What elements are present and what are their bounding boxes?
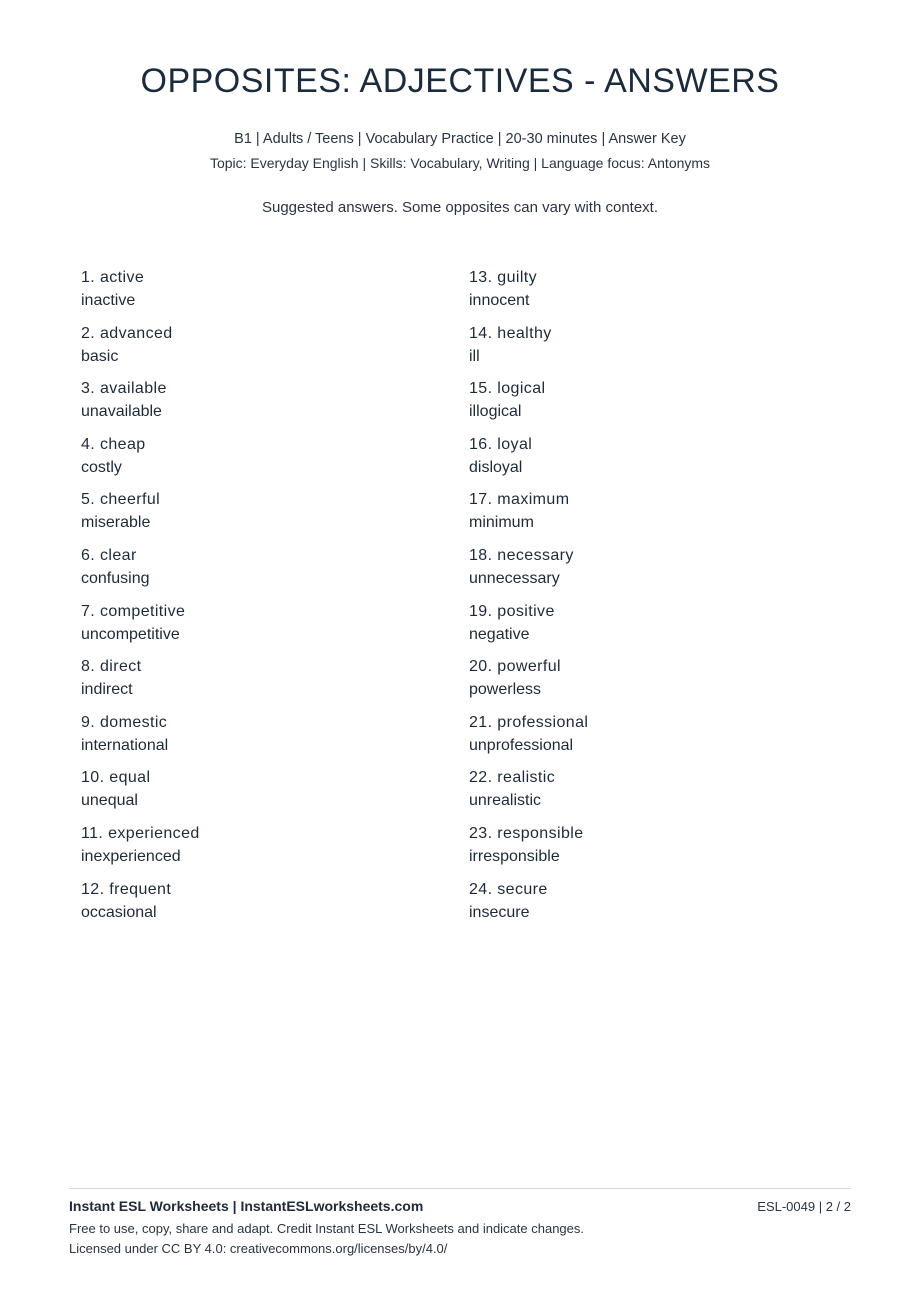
answer-text: minimum [469, 514, 534, 532]
answer-prompt: 13. guilty [469, 269, 538, 286]
worksheet-meta-line: B1 | Adults / Teens | Vocabulary Practice | 20-30 minutes | Answer Key [234, 131, 686, 147]
answer-item [469, 267, 849, 323]
answer-prompt: 8. direct [81, 658, 142, 676]
answer-text: miserable [81, 514, 151, 532]
answer-prompt: 12. frequent [81, 880, 172, 898]
answer-item [81, 489, 461, 545]
answer-item [469, 601, 849, 657]
answers-column-left [81, 267, 461, 934]
answer-text: occasional [81, 903, 157, 921]
answer-item [469, 489, 849, 545]
answer-prompt: 17. maximum [469, 491, 570, 509]
answer-prompt: 6. clear [81, 546, 137, 564]
answer-text: powerless [469, 681, 542, 699]
answer-text: unnecessary [469, 569, 560, 587]
answer-text: unrealistic [469, 792, 542, 810]
answer-prompt: 15. logical [469, 380, 546, 398]
answer-item [469, 323, 849, 379]
footer-page-reference: ESL-0049 | 2 / 2 [757, 1199, 851, 1214]
answer-item [81, 879, 461, 935]
answer-text: inactive [81, 292, 136, 309]
answer-item [81, 823, 461, 879]
answer-text: unequal [81, 792, 138, 810]
answer-prompt: 19. positive [469, 602, 555, 620]
answer-item [469, 434, 849, 490]
answer-prompt: 7. competitive [81, 602, 186, 620]
answer-text: innocent [469, 292, 530, 309]
answer-item [469, 545, 849, 601]
answer-prompt: 5. cheerful [81, 491, 161, 509]
answer-item [469, 823, 849, 879]
answer-prompt: 11. experienced [81, 824, 200, 842]
answer-item [81, 323, 461, 379]
answer-text: ill [469, 347, 480, 365]
answer-text: irresponsible [469, 847, 560, 865]
answer-text: illogical [469, 403, 522, 421]
page-title: OPPOSITES: ADJECTIVES - ANSWERS [140, 62, 780, 100]
answer-item [81, 545, 461, 601]
answer-item [81, 601, 461, 657]
footer-brand: Instant ESL Worksheets | InstantESLworksheets.com [69, 1198, 424, 1214]
answers-column-right [469, 267, 849, 934]
answer-item [469, 712, 849, 768]
answer-item [81, 267, 461, 323]
answer-text: uncompetitive [81, 625, 180, 643]
answer-text: international [81, 736, 169, 754]
answer-prompt: 9. domestic [81, 713, 168, 731]
instructions: Suggested answers. Some opposites can vary with context. [261, 199, 659, 216]
worksheet-topic-line: Topic: Everyday English | Skills: Vocabulary, Writing | Language focus: Antonyms [209, 155, 711, 171]
answer-prompt: 22. realistic [469, 769, 556, 787]
answer-prompt: 21. professional [469, 713, 589, 731]
answer-text: confusing [81, 569, 150, 587]
answer-text: basic [81, 347, 119, 365]
answer-text: costly [81, 458, 122, 476]
answer-text: unprofessional [469, 736, 574, 754]
footer-license-line: Licensed under CC BY 4.0: creativecommons.org/licenses/by/4.0/ [69, 1241, 448, 1256]
answer-item [81, 434, 461, 490]
footer-divider [69, 1188, 851, 1189]
answer-text: negative [469, 625, 530, 643]
answer-text: insecure [469, 903, 530, 921]
answer-text: unavailable [81, 403, 162, 421]
answer-item [81, 378, 461, 434]
answer-item [469, 767, 849, 823]
answer-prompt: 23. responsible [469, 824, 584, 842]
answer-text: disloyal [469, 458, 523, 476]
answer-prompt: 1. active [81, 269, 145, 286]
answer-item [81, 767, 461, 823]
answer-prompt: 10. equal [81, 769, 151, 787]
answer-text: indirect [81, 681, 133, 699]
answer-prompt: 16. loyal [469, 435, 533, 453]
footer-license-line: Free to use, copy, share and adapt. Credit Instant ESL Worksheets and indicate changes. [69, 1221, 585, 1236]
answer-prompt: 18. necessary [469, 546, 574, 564]
answer-prompt: 3. available [81, 380, 167, 398]
answer-prompt: 4. cheap [81, 435, 146, 453]
answer-item [469, 378, 849, 434]
answer-prompt: 20. powerful [469, 658, 561, 676]
answer-text: inexperienced [81, 847, 181, 865]
answer-item [81, 712, 461, 768]
answer-item [81, 656, 461, 712]
answer-prompt: 14. healthy [469, 324, 552, 342]
answer-prompt: 24. secure [469, 880, 548, 898]
answer-item [469, 879, 849, 935]
answer-item [469, 656, 849, 712]
answer-prompt: 2. advanced [81, 324, 173, 342]
